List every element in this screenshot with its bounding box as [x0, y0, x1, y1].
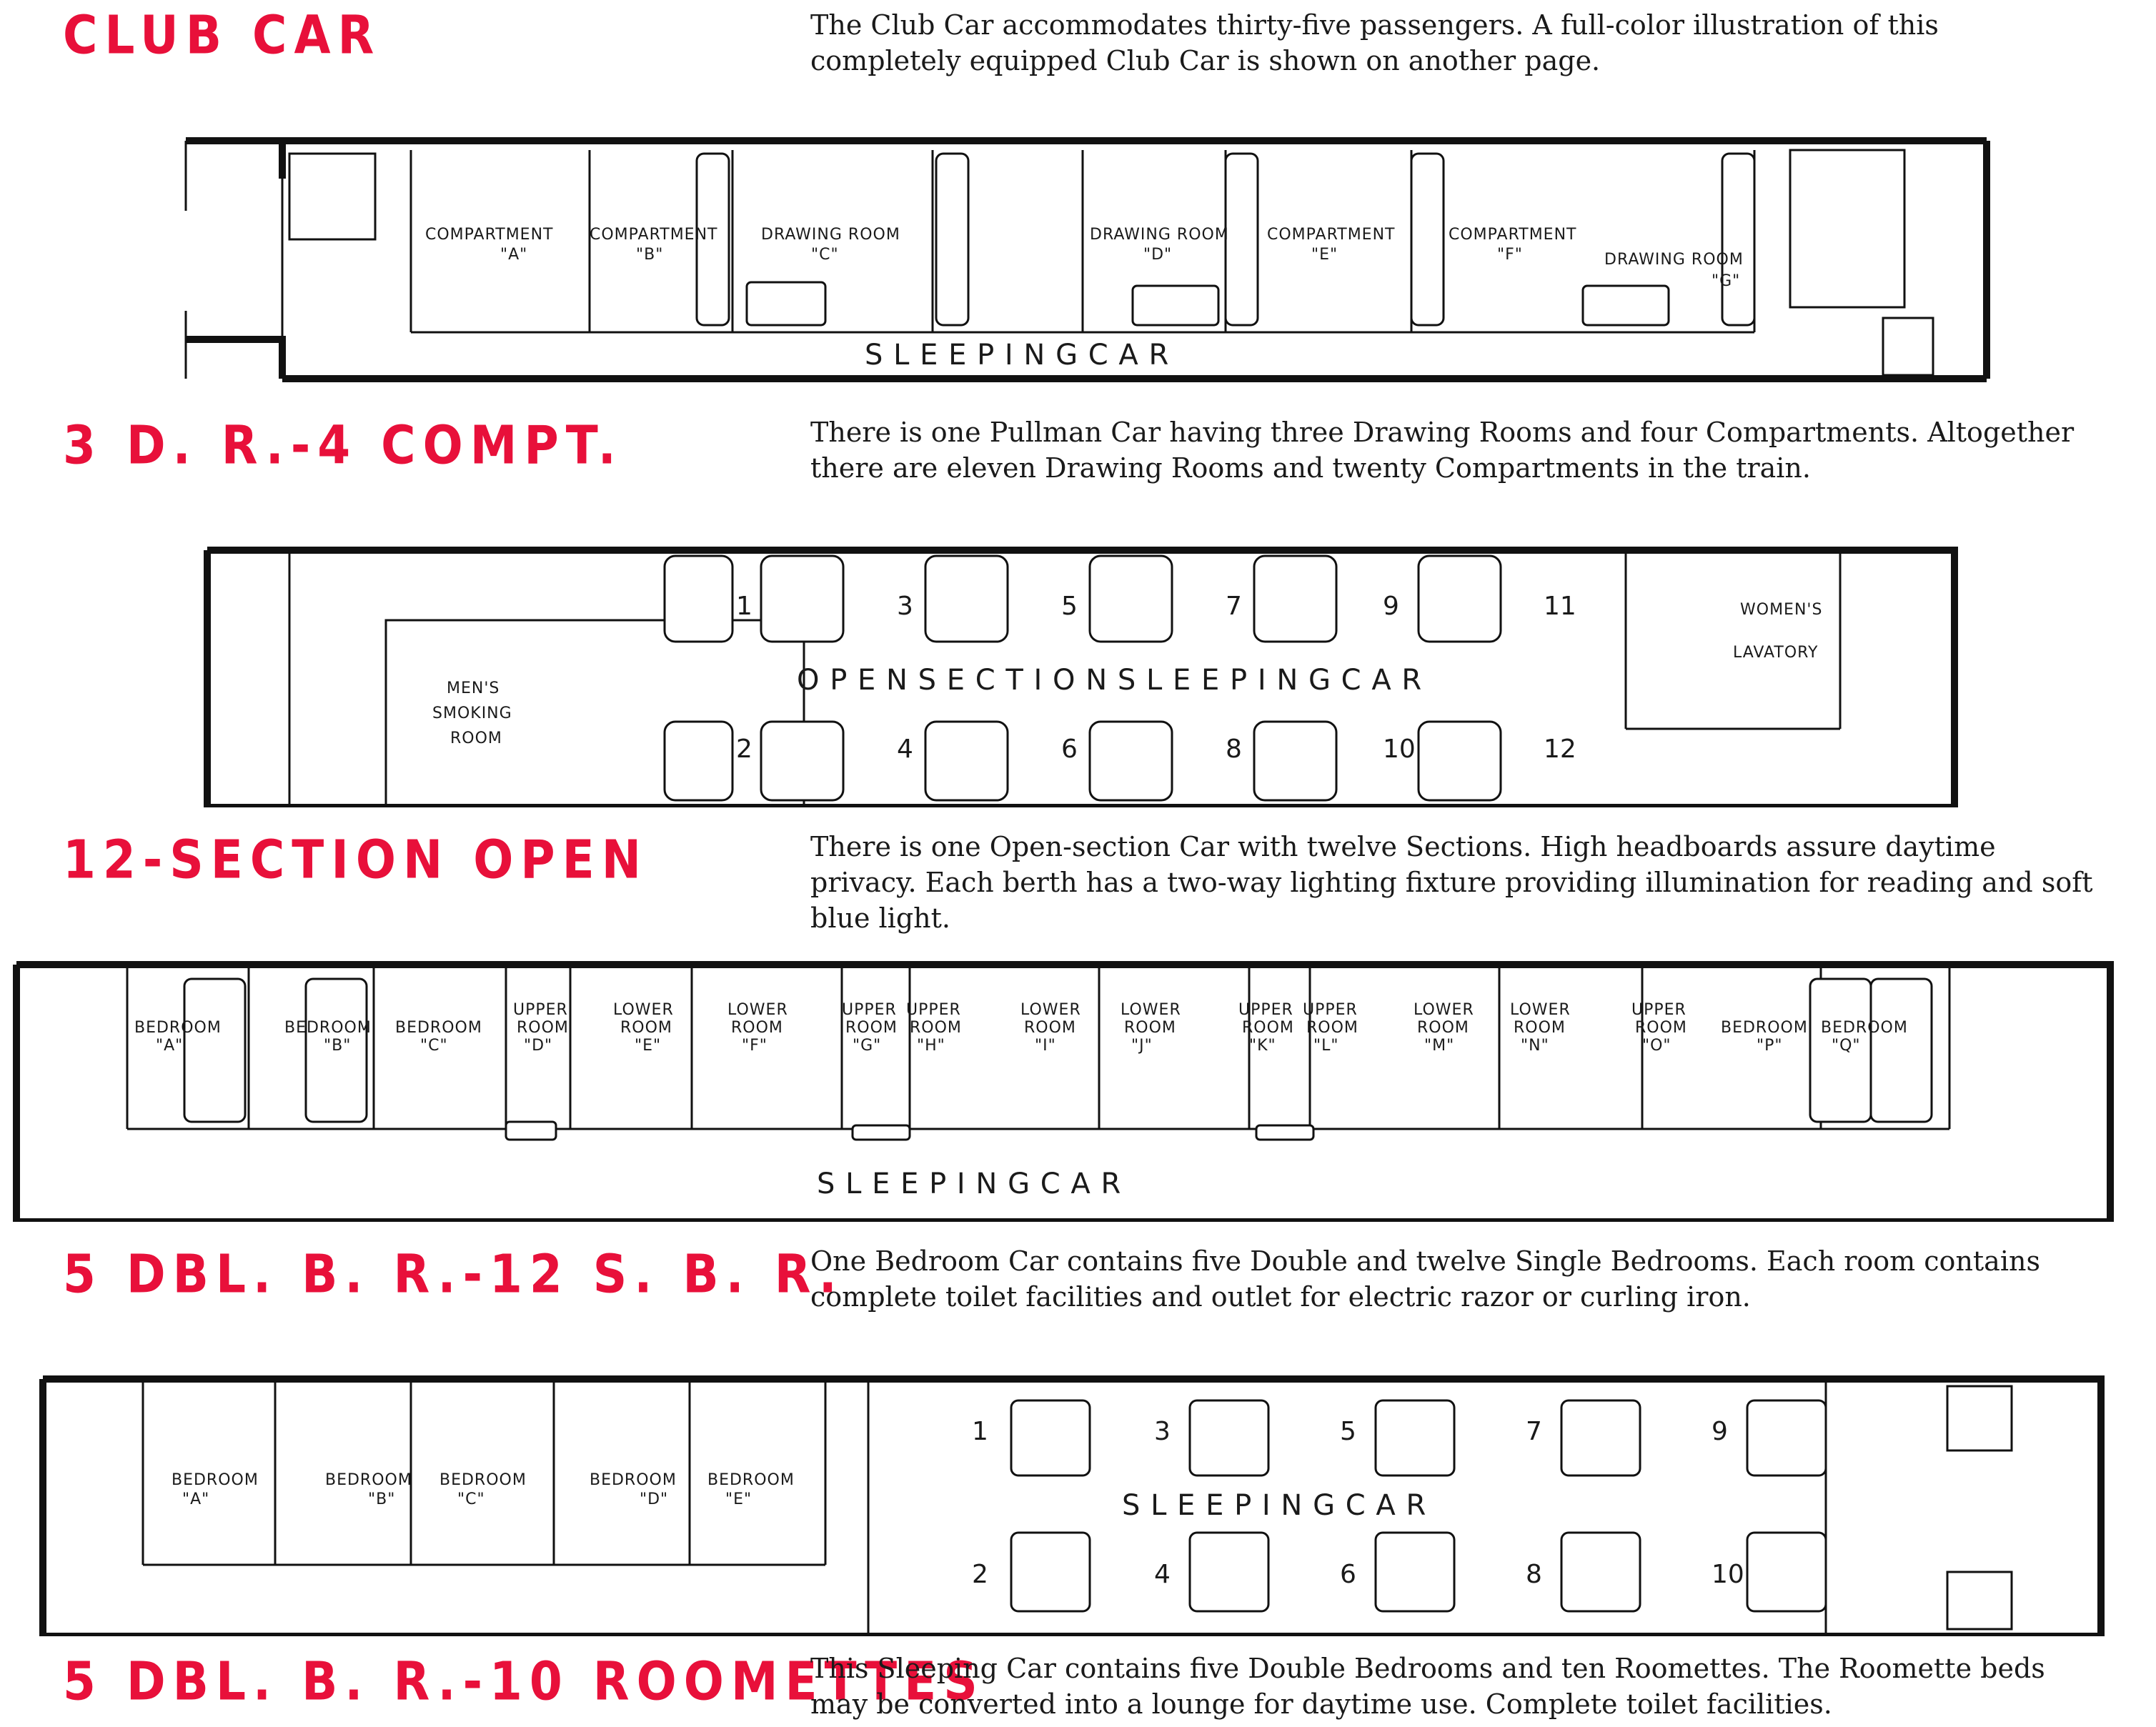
bedroom-a-id: "A"	[182, 1490, 210, 1508]
bedroom-a-label: BEDROOM	[172, 1471, 259, 1489]
club-car-description: The Club Car accommodates thirty-five passengers. A full-color illustration of this completely equipped Club Car is shown on another page.	[810, 9, 1939, 76]
mens-room-line-2: SMOKING	[432, 705, 512, 722]
roomette-9: 9	[1712, 1417, 1728, 1446]
bedroom-d-label: BEDROOM	[590, 1471, 677, 1489]
room-e-line-1: LOWER	[613, 1001, 674, 1019]
roomette-10: 10	[1712, 1560, 1744, 1589]
roomette-4: 4	[1154, 1560, 1171, 1589]
bedroom-car-heading: 5 DBL. B. R.-12 S. B. R.	[63, 1243, 844, 1305]
room-l-line-1: UPPER	[1303, 1001, 1358, 1019]
compartment-b-label: COMPARTMENT	[590, 226, 718, 244]
drawing-room-compartment-description: There is one Pullman Car having three Drawing Rooms and four Compartments. Altogether there are eleven Drawing Rooms and twenty Compartments in the train.	[810, 417, 2075, 484]
mens-room-line-3: ROOM	[450, 730, 502, 747]
womens-room-line-1: WOMEN'S	[1740, 601, 1823, 619]
compartment-f-id: "F"	[1497, 246, 1523, 264]
bedroom-d-id: "D"	[640, 1490, 669, 1508]
room-k-line-2: ROOM	[1242, 1019, 1294, 1037]
room-f-id: "F"	[742, 1037, 767, 1055]
drawing-room-c-label: DRAWING ROOM	[761, 226, 900, 244]
room-o-id: "O"	[1642, 1037, 1671, 1055]
room-j-line-2: ROOM	[1124, 1019, 1176, 1037]
room-e-line-2: ROOM	[620, 1019, 672, 1037]
room-h-line-2: ROOM	[910, 1019, 962, 1037]
roomette-car-floor-plan	[39, 1372, 2112, 1636]
drawing-room-d-id: "D"	[1143, 246, 1173, 264]
section-5: 5	[1061, 592, 1078, 621]
bedroom-a-label: BEDROOM	[134, 1019, 222, 1037]
compartment-a-label: COMPARTMENT	[425, 226, 554, 244]
plan-title: S L E E P I N G C A R	[865, 339, 1170, 372]
section-6: 6	[1061, 735, 1078, 764]
bedroom-b-id: "B"	[368, 1490, 396, 1508]
roomette-7: 7	[1526, 1417, 1542, 1446]
room-m-line-2: ROOM	[1417, 1019, 1469, 1037]
compartment-a-id: "A"	[500, 246, 528, 264]
bedroom-b-label: BEDROOM	[284, 1019, 372, 1037]
section-10: 10	[1383, 735, 1416, 764]
room-f-line-1: LOWER	[727, 1001, 788, 1019]
roomette-3: 3	[1154, 1417, 1171, 1446]
bedroom-b-label: BEDROOM	[325, 1471, 412, 1489]
compartment-e-label: COMPARTMENT	[1267, 226, 1396, 244]
room-e-id: "E"	[635, 1037, 662, 1055]
bedroom-p-id: "P"	[1757, 1037, 1783, 1055]
room-g-line-2: ROOM	[845, 1019, 898, 1037]
roomette-2: 2	[972, 1560, 988, 1589]
section-3: 3	[897, 592, 913, 621]
twelve-section-open-heading: 12-SECTION OPEN	[63, 829, 648, 891]
room-m-line-1: LOWER	[1414, 1001, 1474, 1019]
room-g-id: "G"	[853, 1037, 882, 1055]
room-m-id: "M"	[1424, 1037, 1455, 1055]
twelve-section-open-description: There is one Open-section Car with twelve Sections. High headboards assure daytime privacy. Each berth has a two-way lighting fixture providing illumination for reading and soft blue light.	[810, 831, 2093, 934]
room-g-line-1: UPPER	[842, 1001, 897, 1019]
section-11: 11	[1544, 592, 1576, 621]
bedroom-c-id: "C"	[420, 1037, 448, 1055]
room-h-line-1: UPPER	[906, 1001, 961, 1019]
room-k-id: "K"	[1249, 1037, 1276, 1055]
section-4: 4	[897, 735, 913, 764]
roomette-8: 8	[1526, 1560, 1542, 1589]
drawing-room-g-id: "G"	[1712, 272, 1741, 290]
bedroom-b-id: "B"	[324, 1037, 352, 1055]
room-n-line-2: ROOM	[1514, 1019, 1566, 1037]
roomette-5: 5	[1340, 1417, 1356, 1446]
bedroom-q-label: BEDROOM	[1821, 1019, 1908, 1037]
bedroom-car-floor-plan	[13, 957, 2114, 1222]
roomette-car-description: This Sleeping Car contains five Double Bedrooms and ten Roomettes. The Roomette beds may be converted into a lounge for daytime use. Complete toilet facilities.	[810, 1653, 2045, 1720]
room-k-line-1: UPPER	[1238, 1001, 1293, 1019]
room-i-id: "I"	[1035, 1037, 1056, 1055]
room-i-line-2: ROOM	[1024, 1019, 1076, 1037]
section-1: 1	[736, 592, 752, 621]
bedroom-p-label: BEDROOM	[1721, 1019, 1808, 1037]
womens-room-line-2: LAVATORY	[1733, 644, 1819, 662]
room-h-id: "H"	[917, 1037, 945, 1055]
room-o-line-2: ROOM	[1635, 1019, 1687, 1037]
room-j-line-1: LOWER	[1121, 1001, 1181, 1019]
section-9: 9	[1383, 592, 1399, 621]
bedroom-q-id: "Q"	[1832, 1037, 1861, 1055]
section-2: 2	[736, 735, 752, 764]
bedroom-c-label: BEDROOM	[395, 1019, 482, 1037]
roomette-1: 1	[972, 1417, 988, 1446]
bedroom-c-label: BEDROOM	[439, 1471, 527, 1489]
bedroom-e-id: "E"	[725, 1490, 752, 1508]
plan-title: O P E N S E C T I O N S L E E P I N G C A R	[797, 664, 1423, 697]
section-7: 7	[1226, 592, 1242, 621]
bedroom-a-id: "A"	[156, 1037, 184, 1055]
roomette-car-heading: 5 DBL. B. R.-10 ROOMETTES	[63, 1651, 985, 1713]
drawing-room-compartment-car-floor-plan	[182, 132, 2012, 393]
bedroom-car-description: One Bedroom Car contains five Double and twelve Single Bedrooms. Each room contains complete toilet facilities and outlet for electric razor or curling iron.	[810, 1245, 2040, 1313]
drawing-room-d-label: DRAWING ROOM	[1090, 226, 1229, 244]
room-l-id: "L"	[1313, 1037, 1339, 1055]
room-f-line-2: ROOM	[731, 1019, 783, 1037]
room-d-line-2: ROOM	[517, 1019, 569, 1037]
open-section-car-floor-plan	[204, 543, 1969, 807]
section-12: 12	[1544, 735, 1576, 764]
drawing-room-g-label: DRAWING ROOM	[1604, 251, 1744, 269]
compartment-e-id: "E"	[1311, 246, 1338, 264]
plan-title: S L E E P I N G C A R	[1122, 1489, 1427, 1522]
bedroom-e-label: BEDROOM	[707, 1471, 795, 1489]
compartment-b-id: "B"	[636, 246, 664, 264]
room-d-line-1: UPPER	[513, 1001, 568, 1019]
roomette-6: 6	[1340, 1560, 1356, 1589]
club-car-heading: CLUB CAR	[63, 4, 382, 66]
compartment-f-label: COMPARTMENT	[1449, 226, 1577, 244]
bedroom-c-id: "C"	[457, 1490, 485, 1508]
room-j-id: "J"	[1131, 1037, 1153, 1055]
room-n-id: "N"	[1521, 1037, 1549, 1055]
room-l-line-2: ROOM	[1306, 1019, 1358, 1037]
section-8: 8	[1226, 735, 1242, 764]
room-d-id: "D"	[524, 1037, 553, 1055]
room-i-line-1: LOWER	[1020, 1001, 1081, 1019]
room-n-line-1: LOWER	[1510, 1001, 1571, 1019]
plan-title: S L E E P I N G C A R	[817, 1168, 1122, 1200]
room-o-line-1: UPPER	[1631, 1001, 1686, 1019]
mens-room-line-1: MEN'S	[447, 680, 500, 697]
drawing-room-compartment-heading: 3 D. R.-4 COMPT.	[63, 414, 623, 477]
drawing-room-c-id: "C"	[811, 246, 839, 264]
